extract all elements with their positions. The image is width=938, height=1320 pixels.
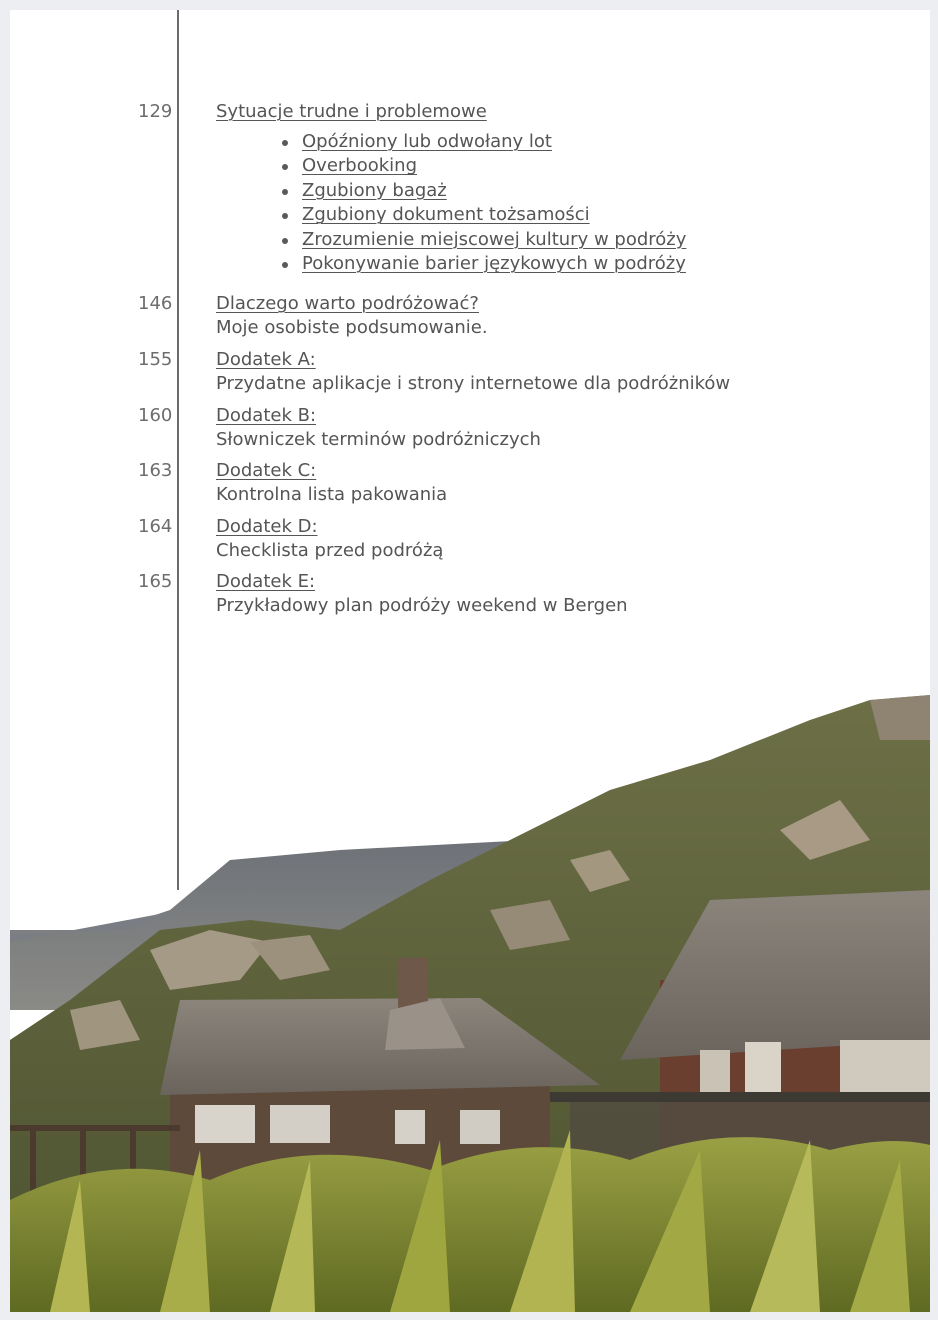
toc-link-dlaczego-warto[interactable]: Dlaczego warto podróżować? — [216, 293, 479, 314]
toc-link-dodatek-b[interactable]: Dodatek B: — [216, 405, 317, 426]
toc-sublink-opozniony-lot[interactable]: Opóźniony lub odwołany lot — [302, 131, 552, 152]
toc-page-number: 164 — [138, 516, 173, 537]
toc-sublink-zgubiony-bagaz[interactable]: Zgubiony bagaż — [302, 179, 447, 201]
toc-page-number: 163 — [138, 460, 173, 481]
toc-sublink-overbooking[interactable]: Overbooking — [302, 155, 418, 177]
toc-subitem — [216, 203, 916, 227]
bullet-icon — [282, 238, 288, 244]
document-page — [10, 10, 930, 1312]
bullet-icon — [282, 262, 288, 268]
toc-subtitle: Przykładowy plan podróży weekend w Bergen — [216, 595, 628, 616]
toc-subtitle: Moje osobiste podsumowanie. — [216, 317, 488, 338]
toc-subtitle: Przydatne aplikacje i strony internetowe dla podróżników — [216, 373, 731, 394]
bullet-icon — [282, 189, 288, 195]
toc-link-sytuacje-trudne[interactable]: Sytuacje trudne i problemowe — [216, 101, 487, 122]
toc-link-dodatek-a[interactable]: Dodatek A: — [216, 349, 316, 370]
toc-subitem — [216, 252, 916, 276]
toc-link-dodatek-d[interactable]: Dodatek D: — [216, 516, 318, 537]
toc-subitem — [216, 130, 916, 154]
bullet-icon — [282, 164, 288, 170]
toc-subitem — [216, 228, 916, 252]
toc-page-number: 160 — [138, 405, 173, 426]
bullet-icon — [282, 140, 288, 146]
toc-subitem — [216, 154, 916, 178]
toc-link-dodatek-c[interactable]: Dodatek C: — [216, 460, 317, 481]
toc-page-number: 129 — [138, 101, 173, 122]
toc-sublist — [216, 130, 916, 276]
toc-subtitle: Słowniczek terminów podróżniczych — [216, 429, 541, 450]
bullet-icon — [282, 213, 288, 219]
toc-page-number: 165 — [138, 571, 173, 592]
toc-sublink-bariery-jezykowe[interactable]: Pokonywanie barier językowych w podróży — [302, 253, 686, 275]
landscape-photo — [10, 680, 930, 1312]
toc-subtitle: Kontrolna lista pakowania — [216, 484, 448, 505]
toc-sublink-kultura[interactable]: Zrozumienie miejscowej kultury w podróży — [302, 228, 687, 250]
toc-page-number: 146 — [138, 293, 173, 314]
toc-sublink-zgubiony-dokument[interactable]: Zgubiony dokument tożsamości — [302, 204, 590, 226]
toc-page-number: 155 — [138, 349, 173, 370]
toc-link-dodatek-e[interactable]: Dodatek E: — [216, 571, 316, 592]
toc-subitem — [216, 179, 916, 203]
toc-subtitle: Checklista przed podróżą — [216, 540, 444, 561]
